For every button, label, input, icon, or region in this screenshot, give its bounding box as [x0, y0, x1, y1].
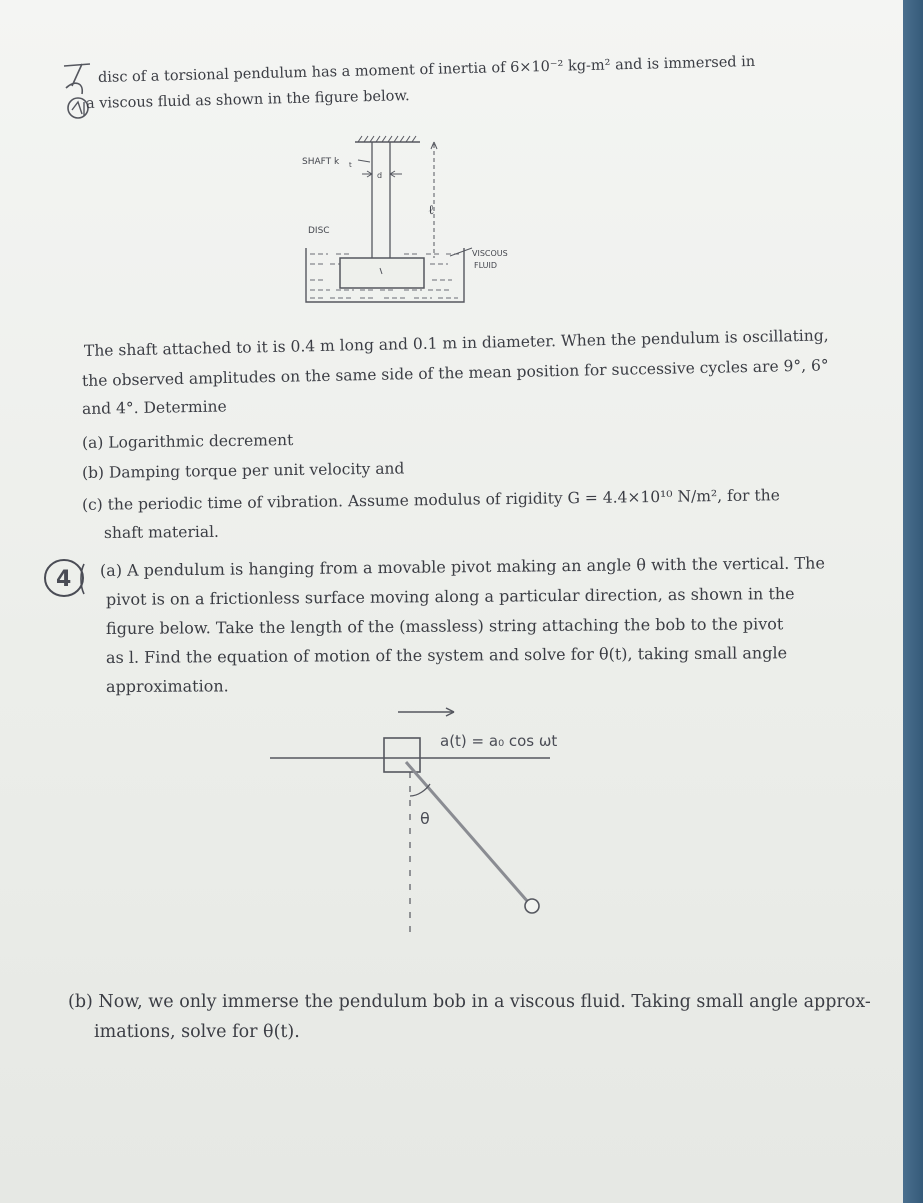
question-4-text-line-2: pivot is on a frictionless surface moving along a particular direction, as shown in the [105, 583, 795, 609]
question-1-paragraph-line-1: The shaft attached to it is 0.4 m long and 0.1 m in diameter. When the pendulum is oscillating, [83, 326, 829, 360]
question-1-part-c-line-2: shaft material. [103, 522, 219, 542]
fluid-label-2: FLUID [474, 261, 498, 270]
moving-pivot-pendulum-figure [260, 700, 580, 940]
question-4-circled-number [42, 556, 92, 604]
acceleration-label: a(t) = a₀ cos ωt [440, 732, 558, 750]
question-4-number: 4 [56, 567, 72, 592]
disc-label: DISC [308, 226, 330, 236]
question-4-part-b-line-2: imations, solve for θ(t). [94, 1022, 300, 1042]
question-1-paragraph-line-2: the observed amplitudes on the same side of the mean position for successive cycles are 9°, 6° [81, 356, 829, 390]
question-1-handwritten-mark [60, 58, 100, 128]
question-4-text-line-3: figure below. Take the length of the (massless) string attaching the bob to the pivot [105, 614, 784, 638]
question-4-text-line-1: (a) A pendulum is hanging from a movable pivot making an angle θ with the vertical. The [99, 553, 825, 580]
question-1-text-line-2: a viscous fluid as shown in the figure below. [85, 88, 410, 112]
question-4-part-b-line-1: (b) Now, we only immerse the pendulum bob in a viscous fluid. Taking small angle approx- [68, 992, 871, 1012]
angle-label: θ [420, 809, 430, 828]
diameter-label: d [377, 171, 383, 180]
length-label: ℓ [428, 203, 435, 218]
shaft-label: SHAFT k [302, 157, 340, 167]
torsional-pendulum-figure [300, 130, 540, 320]
question-1-part-a: (a) Logarithmic decrement [81, 431, 294, 452]
question-1-part-c-line-1: (c) the periodic time of vibration. Assume modulus of rigidity G = 4.4×10¹⁰ N/m², for the [81, 486, 780, 514]
shaft-subscript: t [349, 161, 352, 169]
question-4-text-line-4: as l. Find the equation of motion of the system and solve for θ(t), taking small angle [105, 643, 788, 667]
question-1-paragraph-line-3: and 4°. Determine [81, 397, 227, 418]
page-edge [903, 0, 923, 1203]
fluid-label-1: VISCOUS [472, 249, 508, 258]
question-1-part-b: (b) Damping torque per unit velocity and [81, 459, 405, 482]
question-4-text-line-5: approximation. [105, 676, 229, 696]
question-1-text-line-1: disc of a torsional pendulum has a moment of inertia of 6×10⁻² kg-m² and is immersed in [97, 53, 756, 86]
